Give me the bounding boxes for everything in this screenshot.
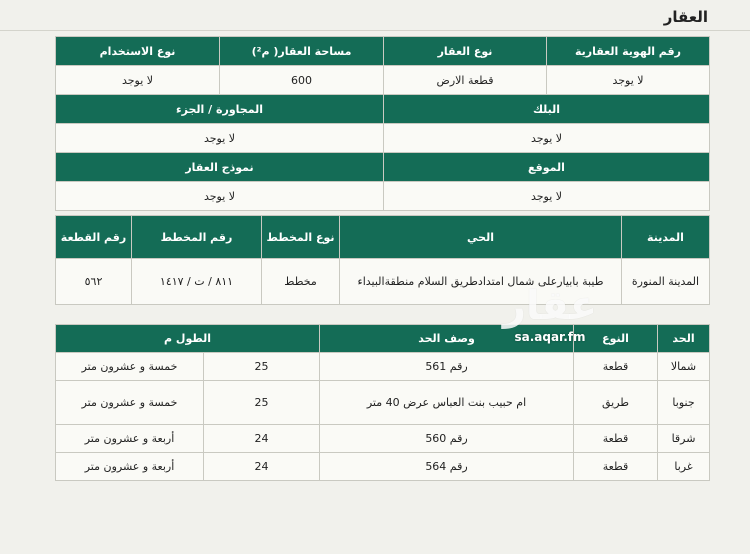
boundary-row: [56, 453, 710, 481]
value-property-type: قطعة الارض: [384, 66, 547, 95]
property-info-table: [55, 36, 710, 211]
block-header-row: [56, 95, 710, 124]
header-boundary-type: النوع: [574, 325, 658, 353]
boundary-length-words: أربعة و عشرون متر: [56, 425, 204, 453]
value-property-area: 600: [220, 66, 384, 95]
boundary-length: 24: [204, 453, 320, 481]
aqar-watermark: [485, 282, 615, 344]
boundary-length-words: خمسة و عشرون متر: [56, 353, 204, 381]
header-property-type: نوع العقار: [384, 37, 547, 66]
value-block: لا يوجد: [384, 124, 710, 153]
boundary-side: شمالا: [658, 353, 710, 381]
header-plan-number: رقم المخطط: [132, 216, 262, 259]
header-property-id: رقم الهوية العقارية: [547, 37, 710, 66]
boundary-description: رقم 560: [320, 425, 574, 453]
value-property-model: لا يوجد: [56, 182, 384, 211]
header-neighborhood-part: المجاورة / الجزء: [56, 95, 384, 124]
header-property-model: نموذج العقار: [56, 153, 384, 182]
boundary-length: 25: [204, 353, 320, 381]
header-boundary-description: وصف الحد: [320, 325, 574, 353]
boundary-row: [56, 381, 710, 425]
boundary-type: طريق: [574, 381, 658, 425]
value-neighborhood-part: لا يوجد: [56, 124, 384, 153]
header-length: الطول م: [56, 325, 320, 353]
aqar-logo: عقار: [502, 283, 598, 329]
boundary-side: جنوبا: [658, 381, 710, 425]
property-header-row: [56, 37, 710, 66]
boundary-length-words: أربعة و عشرون متر: [56, 453, 204, 481]
header-usage-type: نوع الاستخدام: [56, 37, 220, 66]
value-district: طيبة بابيارعلى شمال امتدادطريق السلام منطقةالبيداء: [340, 259, 622, 305]
header-plot-number: رقم القطعة: [56, 216, 132, 259]
header-district: الحي: [340, 216, 622, 259]
value-location: لا يوجد: [384, 182, 710, 211]
boundary-length-words: خمسة و عشرون متر: [56, 381, 204, 425]
boundary-description: رقم 561: [320, 353, 574, 381]
boundary-description: ام حبيب بنت العباس عرض 40 متر: [320, 381, 574, 425]
location-value-row: [56, 182, 710, 211]
boundary-type: قطعة: [574, 425, 658, 453]
boundary-length: 24: [204, 425, 320, 453]
section-title: العقار: [663, 8, 708, 26]
boundary-description: رقم 564: [320, 453, 574, 481]
header-side: الحد: [658, 325, 710, 353]
boundary-length: 25: [204, 381, 320, 425]
property-value-row: [56, 66, 710, 95]
boundary-side: شرقا: [658, 425, 710, 453]
value-plan-number: ٨١١ / ت / ١٤١٧: [132, 259, 262, 305]
value-city: المدينة المنورة: [622, 259, 710, 305]
value-property-id: لا يوجد: [547, 66, 710, 95]
boundary-row: [56, 425, 710, 453]
header-plan-type: نوع المخطط: [262, 216, 340, 259]
header-block: البلك: [384, 95, 710, 124]
boundary-type: قطعة: [574, 353, 658, 381]
block-value-row: [56, 124, 710, 153]
title-divider: [0, 30, 750, 31]
location-header-row: [56, 153, 710, 182]
plan-header-row: [56, 216, 710, 259]
header-property-area: مساحة العقار( م²): [220, 37, 384, 66]
boundaries-table: [55, 324, 710, 481]
header-city: المدينة: [622, 216, 710, 259]
boundary-side: غربا: [658, 453, 710, 481]
header-location: الموقع: [384, 153, 710, 182]
watermark-url: sa.aqar.fm: [514, 330, 586, 344]
value-usage-type: لا يوجد: [56, 66, 220, 95]
boundary-row: [56, 353, 710, 381]
boundary-type: قطعة: [574, 453, 658, 481]
value-plan-type: مخطط: [262, 259, 340, 305]
value-plot-number: ٥٦٢: [56, 259, 132, 305]
